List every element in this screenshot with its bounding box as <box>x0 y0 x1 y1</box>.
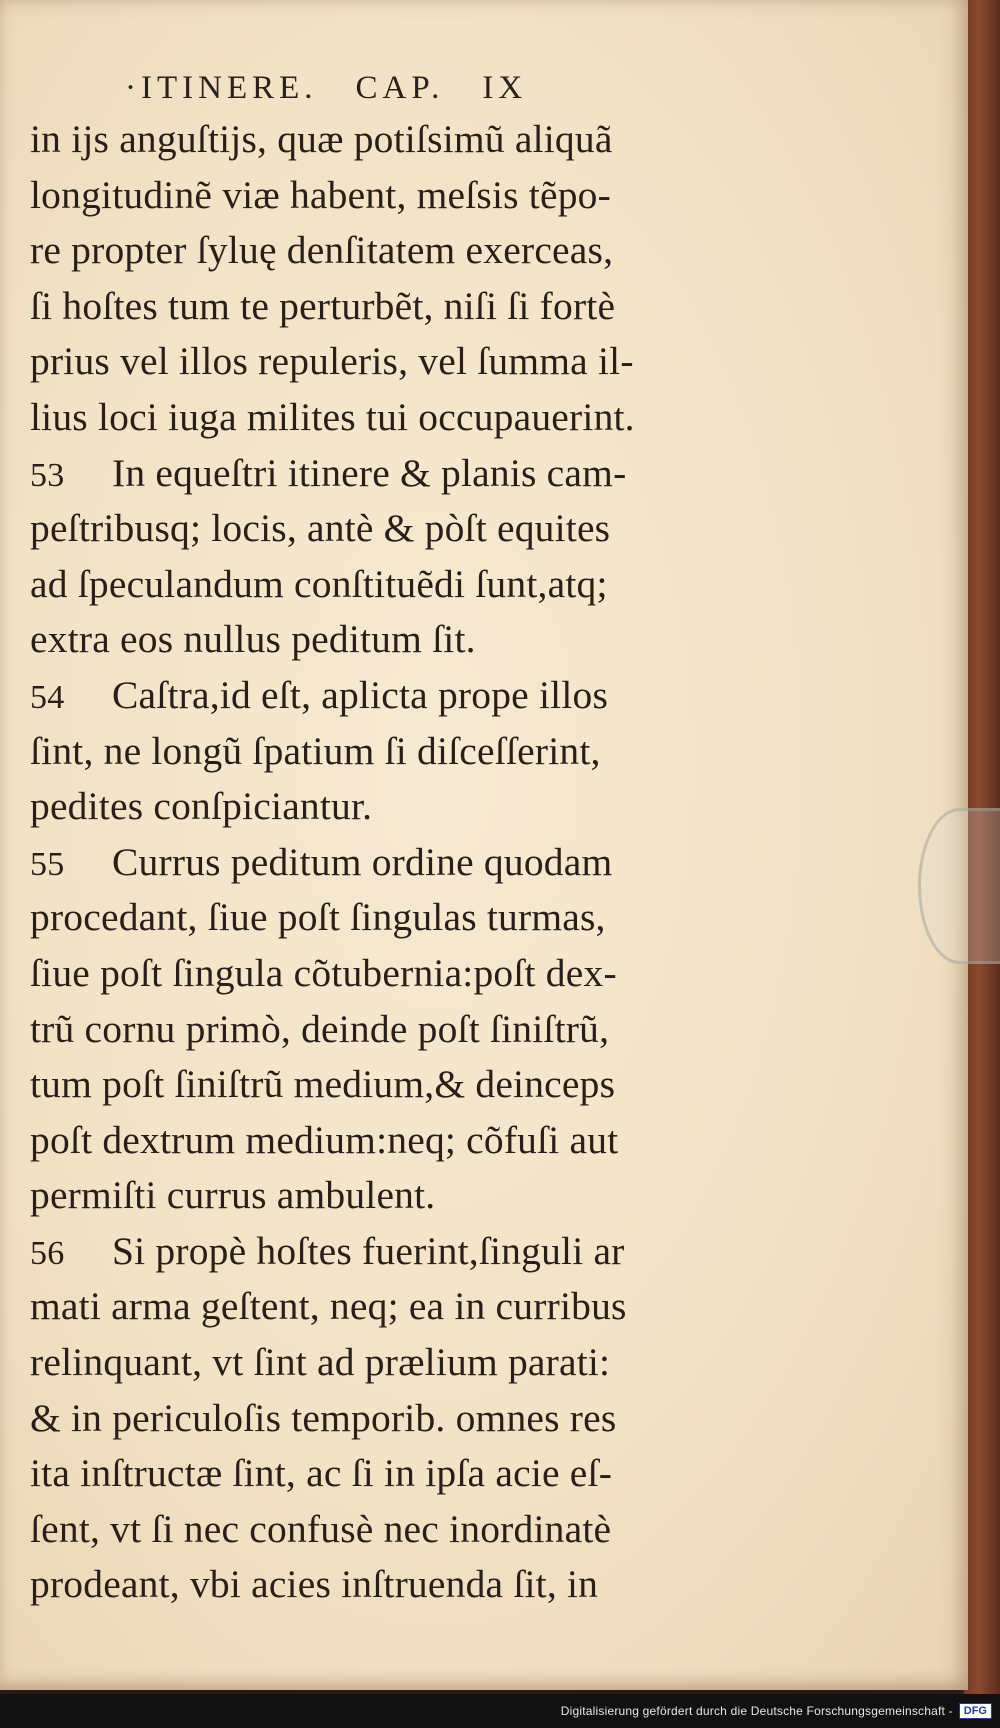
text-line: Currus peditum ordine quodam <box>112 839 613 884</box>
text-line: longitudinẽ viæ habent, meſsis tẽpo- <box>30 172 611 217</box>
paragraph-number: 54 <box>30 678 65 716</box>
text-line: mati arma geſtent, neq; ea in curribus <box>30 1284 627 1329</box>
text-line: re propter ſyluę denſitatem exerceas, <box>30 228 614 273</box>
paragraph-number: 56 <box>30 1234 65 1272</box>
text-line: permiſti currus ambulent. <box>30 1173 436 1218</box>
text-line: procedant, ſiue poſt ſingulas turmas, <box>30 895 606 940</box>
dfg-logo: DFG <box>959 1703 992 1719</box>
paragraph-54-first-line <box>30 668 742 724</box>
text-line: ad ſpeculandum conſtituẽdi ſunt,atq; <box>30 561 608 606</box>
text-line: ſent, vt ſi nec confusè nec inordinatè <box>30 1506 612 1551</box>
paragraph-number: 53 <box>30 456 65 494</box>
text-line: Caſtra,id eſt, aplicta prope illos <box>112 672 609 717</box>
paragraph-56-first-line <box>30 1224 742 1280</box>
running-head <box>125 70 685 107</box>
paragraph-55-first-line <box>30 835 742 891</box>
body-text <box>30 112 742 1613</box>
text-line: prius vel illos repuleris, vel ſumma il- <box>30 339 634 384</box>
text-line: poſt dextrum medium:neq; cõfuſi aut <box>30 1117 619 1162</box>
page-content <box>30 70 742 1607</box>
text-line: relinquant, vt ſint ad prælium parati: <box>30 1340 611 1385</box>
footer-credit-bar <box>0 1694 1000 1728</box>
text-line: lius loci iuga milites tui occupauerint. <box>30 394 635 439</box>
text-line: In equeſtri itinere & planis cam- <box>112 450 627 495</box>
text-line: Si propè hoſtes fuerint,ſinguli ar <box>112 1228 625 1273</box>
text-line: ſiue poſt ſingula cõtubernia:poſt dex- <box>30 950 617 995</box>
text-line: ſi hoſtes tum te perturbẽt, niſi ſi fortè <box>30 283 616 328</box>
text-line: peſtribusq; locis, antè & pòſt equites <box>30 506 611 551</box>
text-line: & in periculoſis temporib. omnes res <box>30 1395 617 1440</box>
running-head-number: IX <box>482 70 528 106</box>
paragraph-53-first-line <box>30 446 742 502</box>
text-line: prodeant, vbi acies inſtruenda ſit, in <box>30 1562 599 1607</box>
text-line: ita inſtructæ ſint, ac ſi in ipſa acie eſ- <box>30 1451 613 1496</box>
running-head-chapter: CAP. <box>355 70 445 106</box>
text-line: extra eos nullus peditum ſit. <box>30 617 476 662</box>
text-line: trũ cornu primò, deinde poſt ſiniſtrũ, <box>30 1006 610 1051</box>
text-line: pedites conſpiciantur. <box>30 784 373 829</box>
text-line: tum poſt ſiniſtrũ medium,& deinceps <box>30 1062 616 1107</box>
running-head-title: ·ITINERE. <box>125 70 318 106</box>
text-line: in ijs anguſtijs, quæ potiſsimũ aliquã <box>30 117 613 161</box>
paragraph-number: 55 <box>30 845 65 883</box>
text-line: ſint, ne longũ ſpatium ſi diſceſſerint, <box>30 728 601 773</box>
funding-credit: Digitalisierung gefördert durch die Deutsche Forschungsgemeinschaft - <box>560 1704 953 1718</box>
page-clip <box>918 808 1000 964</box>
